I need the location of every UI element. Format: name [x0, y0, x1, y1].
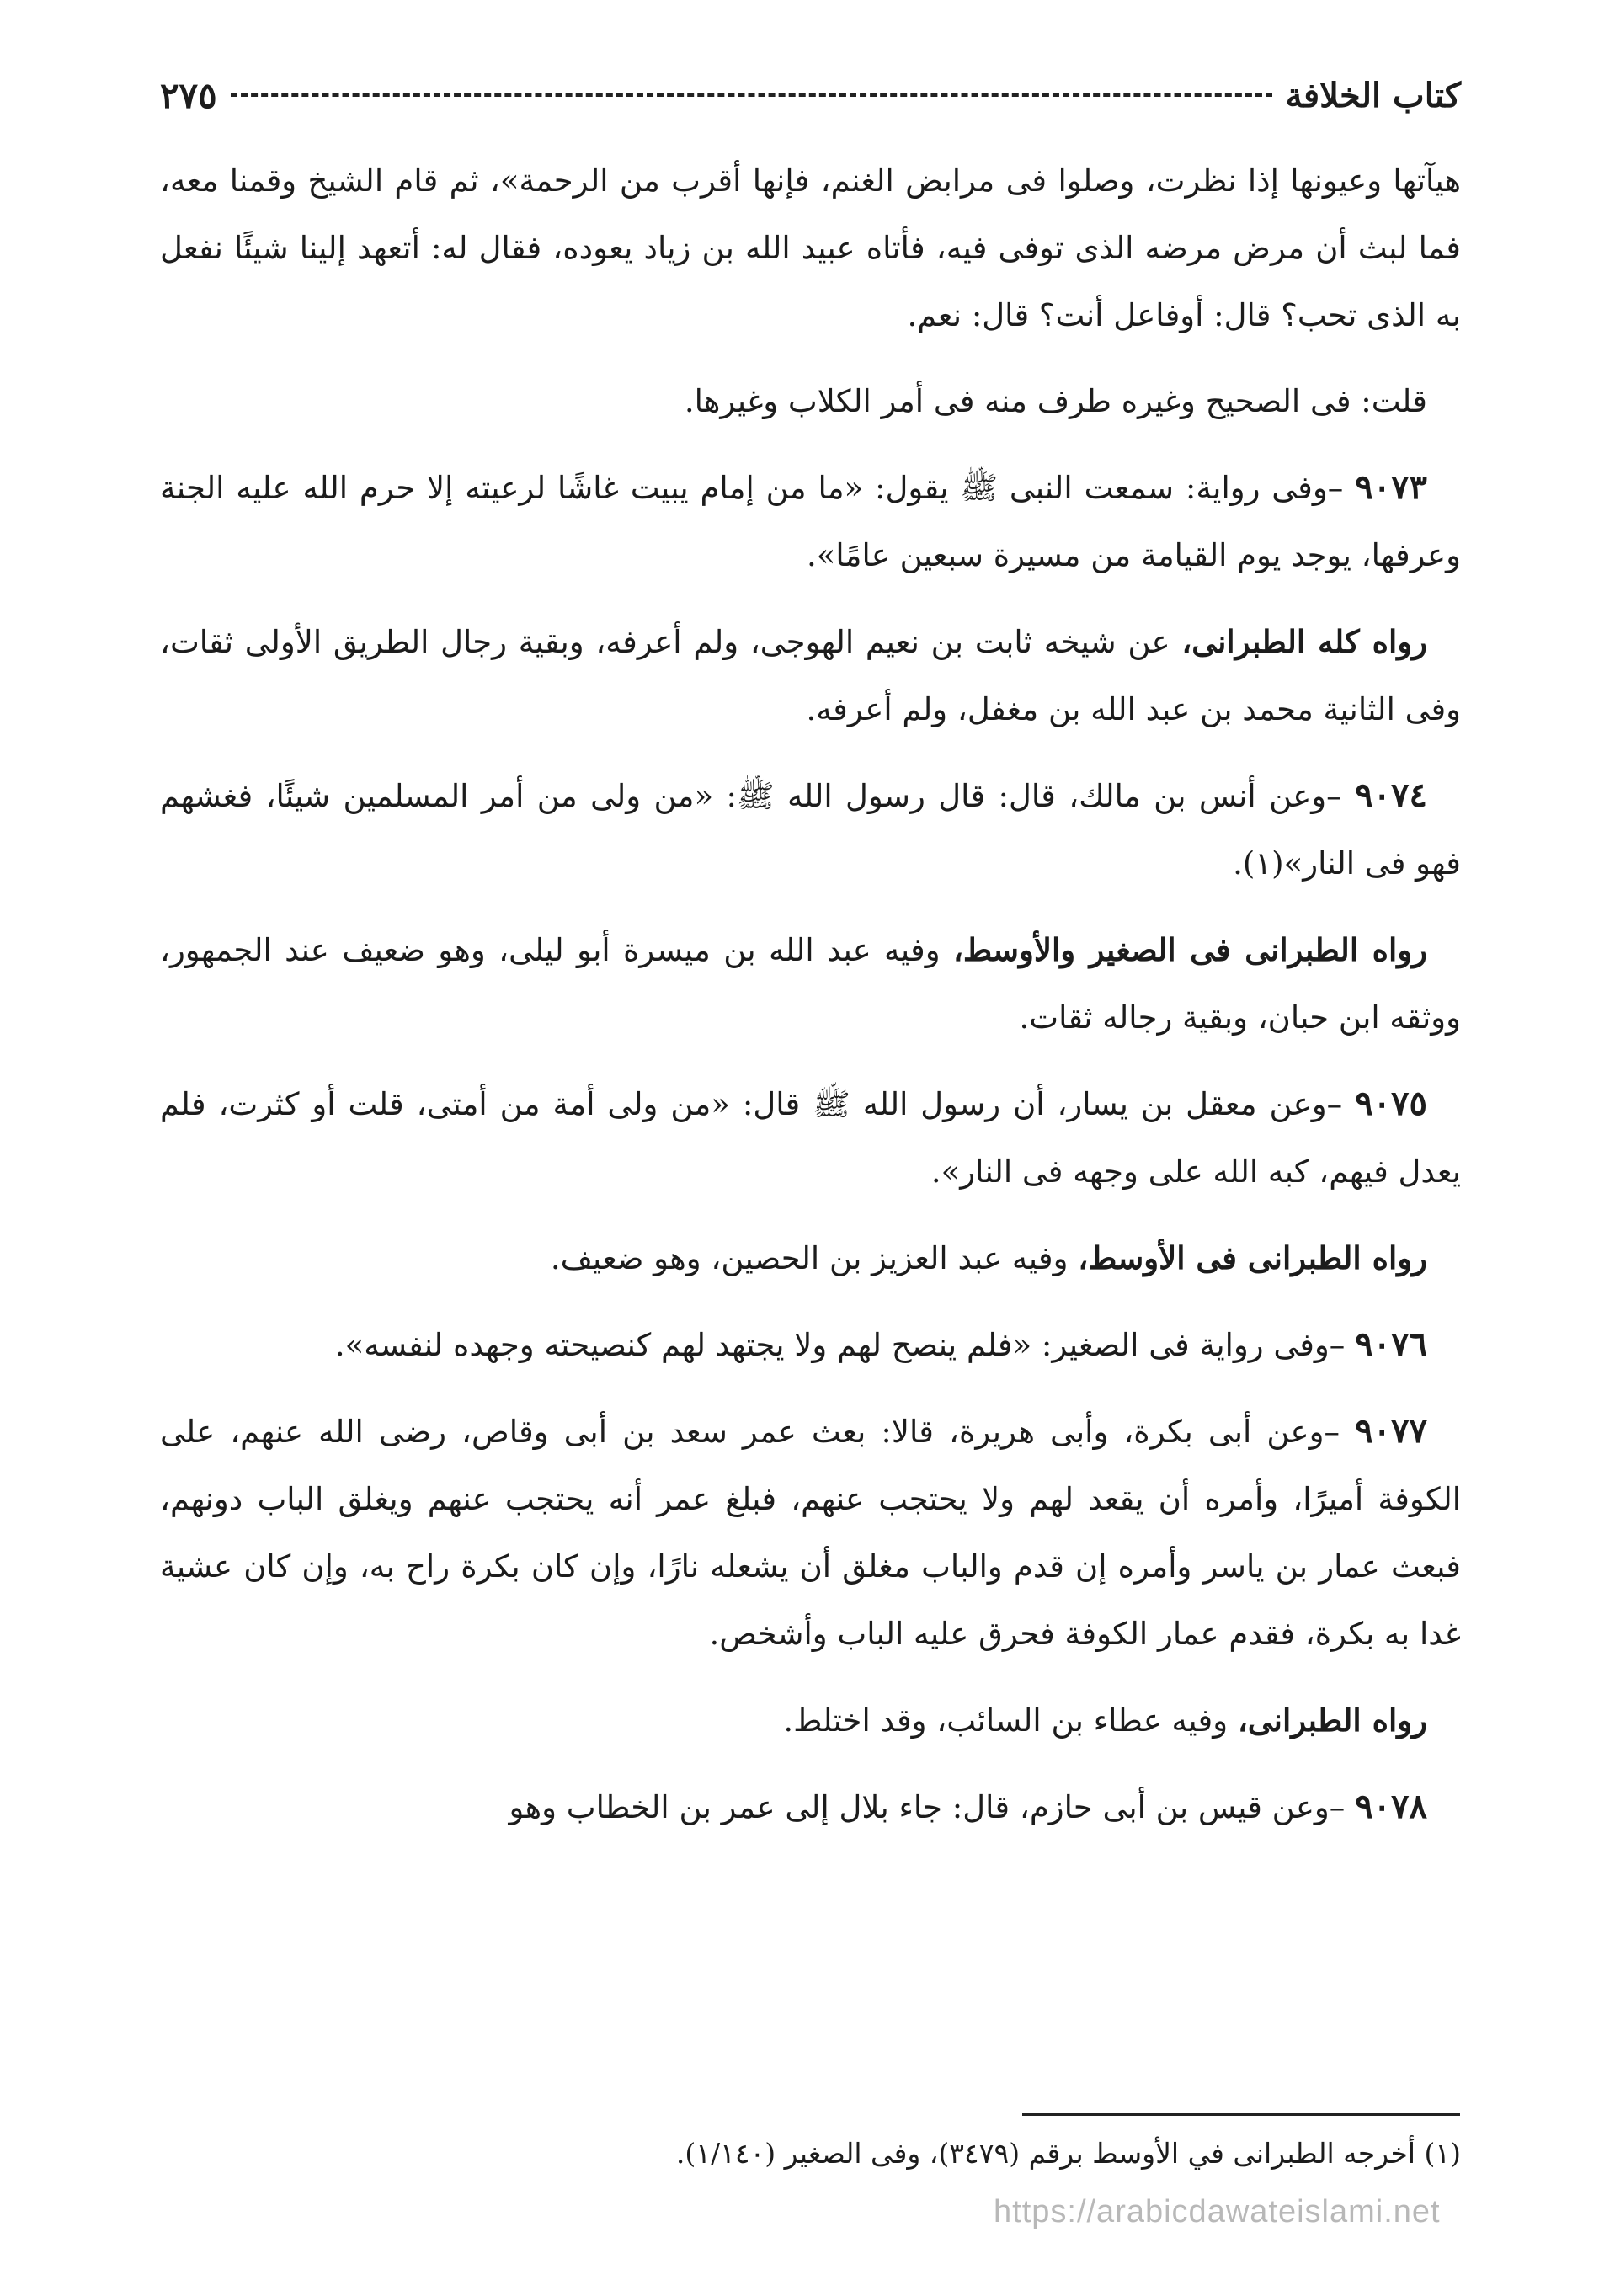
source-note [160, 1224, 1461, 1292]
hadith-text: –وفى رواية: سمعت النبى ﷺ يقول: «ما من إمام يبيت غاشًا لرعيته إلا حرم الله عليه الجنة وعرفها، يوجد يوم القيامة من مسيرة سبعين عامًا». [160, 470, 1461, 573]
hadith-number: ٩٠٧٥ [1355, 1084, 1427, 1123]
source-text: وفيه عطاء بن السائب، وقد اختلط. [783, 1702, 1238, 1739]
hadith-text: –وفى رواية فى الصغير: «فلم ينصح لهم ولا يجتهد لهم كنصيحته وجهده لنفسه». [334, 1327, 1356, 1363]
source-text: وفيه عبد العزيز بن الحصين، وهو ضعيف. [550, 1240, 1079, 1276]
source-label: رواه الطبرانى، [1237, 1702, 1427, 1739]
hadith-number: ٩٠٧٦ [1355, 1324, 1427, 1364]
source-label: رواه كله الطبرانى، [1181, 623, 1427, 660]
hadith-text: –وعن أبى بكرة، وأبى هريرة، قالا: بعث عمر سعد بن أبى وقاص، رضى الله عنهم، على الكوفة أميرًا، وأمره أن يقعد لهم ولا يحتجب عنهم، فبلغ عمر أنه يحتجب عنهم ويغلق الباب دونهم، فبعث عمار بن ياسر وأمره إن قدم والباب مغلق أن يشعله نارًا، وإن كان بكرة راح به، وإن كان عشية غدا به بكرة، فقدم عمار الكوفة فحرق عليه الباب وأشخص. [160, 1414, 1461, 1652]
running-header [160, 66, 1461, 125]
hadith-number: ٩٠٧٣ [1355, 467, 1427, 507]
book-title: كتاب الخلافة [1285, 75, 1461, 115]
paragraph-text: قلت: فى الصحيح وغيره طرف منه فى أمر الكلاب وغيرها. [684, 383, 1427, 419]
source-label: رواه الطبرانى فى الأوسط، [1078, 1239, 1427, 1276]
hadith-entry [160, 1070, 1461, 1206]
paragraph [160, 368, 1461, 435]
header-dashed-rule [231, 93, 1272, 97]
hadith-number: ٩٠٧٤ [1355, 775, 1427, 815]
source-note [160, 916, 1461, 1052]
footnote: (١) أخرجه الطبرانى في الأوسط برقم (٣٤٧٩)، وفى الصغير (١/١٤٠). [675, 2137, 1461, 2170]
hadith-entry [160, 762, 1461, 898]
hadith-number: ٩٠٧٨ [1355, 1787, 1427, 1826]
hadith-number: ٩٠٧٧ [1355, 1411, 1427, 1451]
source-note [160, 1686, 1461, 1755]
hadith-text: –وعن أنس بن مالك، قال: قال رسول الله ﷺ: «من ولى من أمر المسلمين شيئًا، فغشهم فهو فى النار»(١). [160, 778, 1461, 882]
source-text: عن شيخه ثابت بن نعيم الهوجى، ولم أعرفه، وبقية رجال الطريق الأولى ثقات، وفى الثانية محمد بن عبد الله بن مغفل، ولم أعرفه. [160, 624, 1461, 727]
paragraph-text: هيآتها وعيونها إذا نظرت، وصلوا فى مرابض الغنم، فإنها أقرب من الرحمة»، ثم قام الشيخ وقمنا معه، فما لبث أن مرض مرضه الذى توفى فيه، فأتاه عبيد الله بن زياد يعوده، فقال له: أتعهد إلينا شيئًا نفعل به الذى تحب؟ قال: أوفاعل أنت؟ قال: نعم. [160, 162, 1461, 333]
source-label: رواه الطبرانى فى الصغير والأوسط، [952, 931, 1427, 968]
hadith-entry [160, 1398, 1461, 1668]
hadith-entry [160, 1311, 1461, 1379]
source-text: وفيه عبد الله بن ميسرة أبو ليلى، وهو ضعيف عند الجمهور، ووثقه ابن حبان، وبقية رجاله ثقات. [160, 932, 1461, 1036]
hadith-entry [160, 454, 1461, 589]
paragraph [160, 147, 1461, 349]
main-text [160, 147, 1461, 1860]
watermark-url: https://arabicdawateislami.net [994, 2194, 1441, 2229]
hadith-text: –وعن قيس بن أبى حازم، قال: جاء بلال إلى عمر بن الخطاب وهو [509, 1789, 1356, 1825]
footnote-separator [1022, 2113, 1460, 2116]
source-note [160, 608, 1461, 743]
hadith-text: –وعن معقل بن يسار، أن رسول الله ﷺ قال: «من ولى أمة من أمتى، قلت أو كثرت، فلم يعدل فيهم، كبه الله على وجهه فى النار». [160, 1086, 1461, 1190]
hadith-entry [160, 1773, 1461, 1841]
page-number: ٢٧٥ [160, 74, 217, 116]
